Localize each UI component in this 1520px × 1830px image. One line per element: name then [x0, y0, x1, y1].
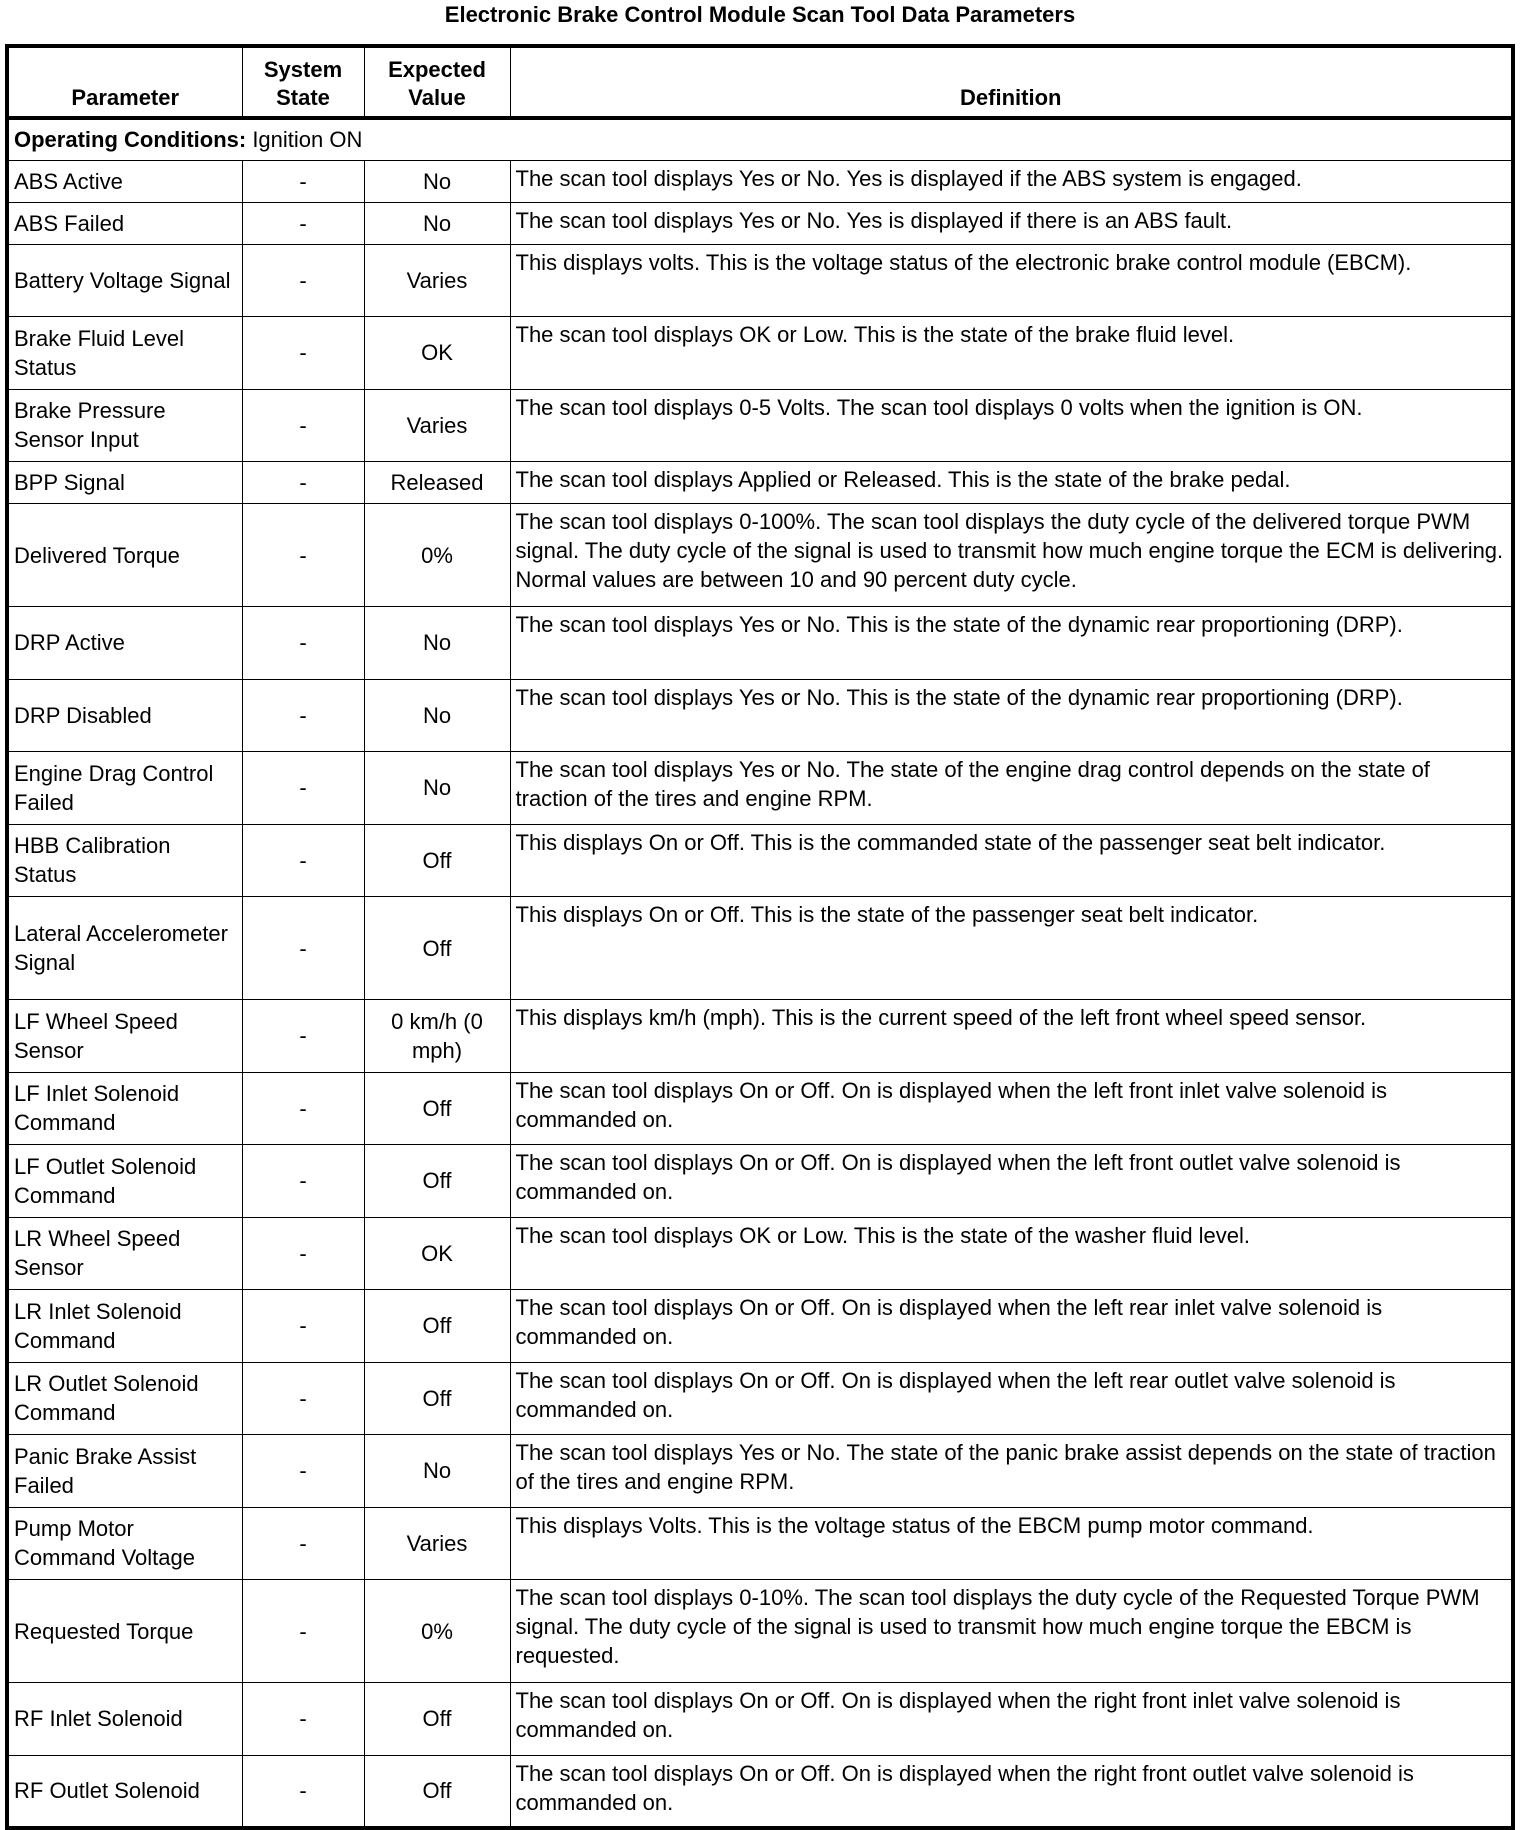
operating-conditions-value: Ignition ON	[246, 127, 363, 153]
expected-value-cell: No	[364, 160, 510, 202]
expected-value-cell: Off	[364, 1362, 510, 1435]
parameter-cell: LF Outlet Solenoid Command	[7, 1145, 242, 1218]
table-row	[7, 462, 1513, 504]
parameter-cell: HBB Calibration Status	[7, 824, 242, 897]
expected-value-cell: Varies	[364, 244, 510, 317]
system-state-cell: -	[242, 244, 364, 317]
expected-value-cell: 0%	[364, 1580, 510, 1683]
parameter-cell: Delivered Torque	[7, 504, 242, 607]
expected-value-cell: OK	[364, 1217, 510, 1290]
system-state-cell: -	[242, 1580, 364, 1683]
system-state-cell: -	[242, 1683, 364, 1756]
expected-value-cell: Off	[364, 1755, 510, 1828]
parameter-cell: RF Outlet Solenoid	[7, 1755, 242, 1828]
system-state-cell: -	[242, 824, 364, 897]
definition-cell: The scan tool displays 0-10%. The scan tool displays the duty cycle of the Requested Torque PWM signal. The duty cycle of the signal is used to transmit how much engine torque the EBCM is requested.	[510, 1580, 1513, 1683]
table-row	[7, 1145, 1513, 1218]
table-row	[7, 679, 1513, 752]
expected-value-cell: Off	[364, 1683, 510, 1756]
system-state-cell: -	[242, 1072, 364, 1145]
definition-cell: The scan tool displays Yes or No. The state of the engine drag control depends on the state of traction of the tires and engine RPM.	[510, 752, 1513, 825]
expected-value-cell: Released	[364, 462, 510, 504]
system-state-cell: -	[242, 1217, 364, 1290]
system-state-cell: -	[242, 897, 364, 1000]
definition-cell: The scan tool displays Yes or No. This is the state of the dynamic rear proportioning (DRP).	[510, 607, 1513, 680]
table-row	[7, 1072, 1513, 1145]
parameter-cell: BPP Signal	[7, 462, 242, 504]
definition-cell: The scan tool displays Yes or No. Yes is displayed if there is an ABS fault.	[510, 202, 1513, 244]
expected-value-cell: Off	[364, 824, 510, 897]
table-row	[7, 1507, 1513, 1580]
expected-value-cell: No	[364, 202, 510, 244]
expected-value-cell: Off	[364, 1290, 510, 1363]
table-row	[7, 389, 1513, 462]
expected-value-cell: Off	[364, 1072, 510, 1145]
system-state-cell: -	[242, 160, 364, 202]
column-header-definition: Definition	[510, 46, 1513, 118]
system-state-cell: -	[242, 504, 364, 607]
parameter-cell: DRP Disabled	[7, 679, 242, 752]
parameter-cell: LF Inlet Solenoid Command	[7, 1072, 242, 1145]
table-row	[7, 1217, 1513, 1290]
definition-cell: The scan tool displays On or Off. On is displayed when the left rear outlet valve solenoid is commanded on.	[510, 1362, 1513, 1435]
parameter-cell: Lateral Accelerometer Signal	[7, 897, 242, 1000]
table-row	[7, 1000, 1513, 1073]
table-row	[7, 752, 1513, 825]
parameter-cell: LF Wheel Speed Sensor	[7, 1000, 242, 1073]
parameter-cell: LR Wheel Speed Sensor	[7, 1217, 242, 1290]
system-state-cell: -	[242, 1755, 364, 1828]
table-row	[7, 160, 1513, 202]
table-row	[7, 1435, 1513, 1508]
system-state-cell: -	[242, 607, 364, 680]
expected-value-cell: Off	[364, 897, 510, 1000]
definition-cell: The scan tool displays On or Off. On is displayed when the right front outlet valve solenoid is commanded on.	[510, 1755, 1513, 1828]
parameter-cell: LR Inlet Solenoid Command	[7, 1290, 242, 1363]
expected-value-cell: No	[364, 607, 510, 680]
table-header-row	[7, 46, 1513, 118]
table-row	[7, 1755, 1513, 1828]
system-state-cell: -	[242, 462, 364, 504]
definition-cell: This displays Volts. This is the voltage status of the EBCM pump motor command.	[510, 1507, 1513, 1580]
definition-cell: The scan tool displays OK or Low. This is the state of the washer fluid level.	[510, 1217, 1513, 1290]
system-state-cell: -	[242, 1362, 364, 1435]
column-header-expected-value: Expected Value	[364, 46, 510, 118]
page-title: Electronic Brake Control Module Scan Tool Data Parameters	[444, 2, 1076, 27]
parameter-cell: LR Outlet Solenoid Command	[7, 1362, 242, 1435]
definition-cell: The scan tool displays Applied or Released. This is the state of the brake pedal.	[510, 462, 1513, 504]
table-row	[7, 1362, 1513, 1435]
definition-cell: The scan tool displays OK or Low. This is the state of the brake fluid level.	[510, 317, 1513, 390]
definition-cell: This displays km/h (mph). This is the current speed of the left front wheel speed sensor.	[510, 1000, 1513, 1073]
system-state-cell: -	[242, 389, 364, 462]
table-row	[7, 824, 1513, 897]
definition-cell: The scan tool displays On or Off. On is displayed when the left front outlet valve solenoid is commanded on.	[510, 1145, 1513, 1218]
parameter-cell: Battery Voltage Signal	[7, 244, 242, 317]
parameter-cell: RF Inlet Solenoid	[7, 1683, 242, 1756]
system-state-cell: -	[242, 1507, 364, 1580]
table-row	[7, 1580, 1513, 1683]
system-state-cell: -	[242, 1435, 364, 1508]
parameter-cell: Requested Torque	[7, 1580, 242, 1683]
system-state-cell: -	[242, 202, 364, 244]
system-state-cell: -	[242, 752, 364, 825]
parameter-cell: ABS Active	[7, 160, 242, 202]
definition-cell: The scan tool displays Yes or No. The state of the panic brake assist depends on the state of traction of the tires and engine RPM.	[510, 1435, 1513, 1508]
column-header-parameter: Parameter	[7, 46, 242, 118]
definition-cell: The scan tool displays 0-100%. The scan tool displays the duty cycle of the delivered torque PWM signal. The duty cycle of the signal is used to transmit how much engine torque the ECM is delivering. Normal values are between 10 and 90 percent duty cycle.	[510, 504, 1513, 607]
definition-cell: The scan tool displays Yes or No. Yes is displayed if the ABS system is engaged.	[510, 160, 1513, 202]
system-state-cell: -	[242, 317, 364, 390]
parameter-cell: ABS Failed	[7, 202, 242, 244]
table-row	[7, 244, 1513, 317]
scan-tool-data-table	[5, 44, 1515, 1830]
system-state-cell: -	[242, 1145, 364, 1218]
system-state-cell: -	[242, 1290, 364, 1363]
parameter-cell: Pump Motor Command Voltage	[7, 1507, 242, 1580]
operating-conditions-label: Operating Conditions:	[14, 127, 247, 153]
definition-cell: The scan tool displays Yes or No. This is the state of the dynamic rear proportioning (DRP).	[510, 679, 1513, 752]
expected-value-cell: Off	[364, 1145, 510, 1218]
parameter-cell: Panic Brake Assist Failed	[7, 1435, 242, 1508]
definition-cell: The scan tool displays 0-5 Volts. The scan tool displays 0 volts when the ignition is ON.	[510, 389, 1513, 462]
expected-value-cell: OK	[364, 317, 510, 390]
table-row	[7, 1290, 1513, 1363]
definition-cell: The scan tool displays On or Off. On is displayed when the left rear inlet valve solenoid is commanded on.	[510, 1290, 1513, 1363]
parameter-cell: DRP Active	[7, 607, 242, 680]
expected-value-cell: No	[364, 1435, 510, 1508]
table-row	[7, 504, 1513, 607]
expected-value-cell: Varies	[364, 389, 510, 462]
table-row	[7, 1683, 1513, 1756]
table-row	[7, 202, 1513, 244]
parameter-cell: Engine Drag Control Failed	[7, 752, 242, 825]
operating-conditions-row	[7, 118, 1513, 160]
column-header-system-state: System State	[242, 46, 364, 118]
table-row	[7, 317, 1513, 390]
table-row	[7, 607, 1513, 680]
parameter-cell: Brake Pressure Sensor Input	[7, 389, 242, 462]
system-state-cell: -	[242, 1000, 364, 1073]
definition-cell: This displays On or Off. This is the state of the passenger seat belt indicator.	[510, 897, 1513, 1000]
definition-cell: The scan tool displays On or Off. On is displayed when the right front inlet valve solenoid is commanded on.	[510, 1683, 1513, 1756]
definition-cell: The scan tool displays On or Off. On is displayed when the left front inlet valve solenoid is commanded on.	[510, 1072, 1513, 1145]
expected-value-cell: Varies	[364, 1507, 510, 1580]
expected-value-cell: 0%	[364, 504, 510, 607]
operating-conditions-cell	[7, 118, 1513, 160]
expected-value-cell: 0 km/h (0 mph)	[364, 1000, 510, 1073]
definition-cell: This displays On or Off. This is the commanded state of the passenger seat belt indicator.	[510, 824, 1513, 897]
expected-value-cell: No	[364, 752, 510, 825]
expected-value-cell: No	[364, 679, 510, 752]
parameter-cell: Brake Fluid Level Status	[7, 317, 242, 390]
definition-cell: This displays volts. This is the voltage status of the electronic brake control module (EBCM).	[510, 244, 1513, 317]
table-row	[7, 897, 1513, 1000]
system-state-cell: -	[242, 679, 364, 752]
